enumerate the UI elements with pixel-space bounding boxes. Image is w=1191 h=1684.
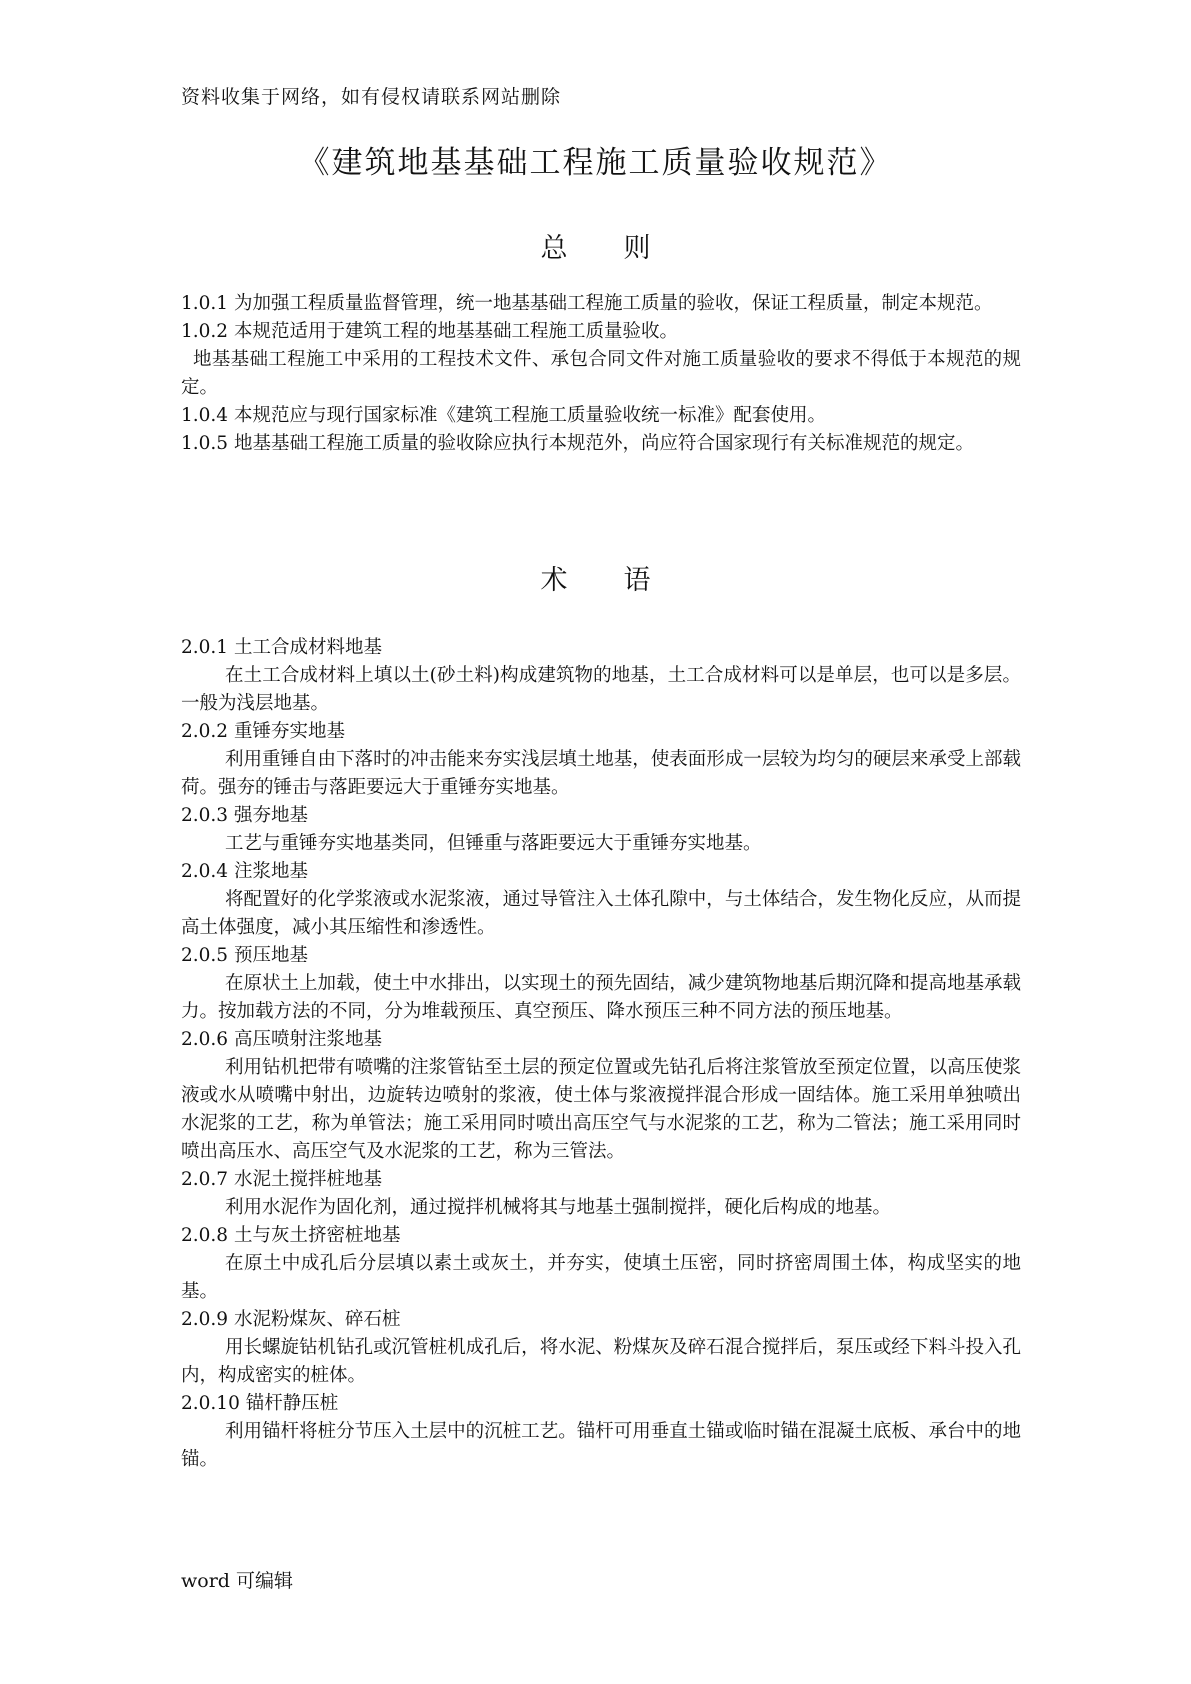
section-heading-general <box>0 226 1191 265</box>
term-definition: 用长螺旋钻机钻孔或沉管桩机成孔后，将水泥、粉煤灰及碎石混合搅拌后，泵压或经下料斗投入孔内，构成密实的桩体。 <box>181 1337 1021 1386</box>
clause-1-0-5: 1.0.5 地基基础工程施工质量的验收除应执行本规范外，尚应符合国家现行有关标准规范的规定。 <box>181 433 974 454</box>
term-definition: 将配置好的化学浆液或水泥浆液，通过导管注入土体孔隙中，与土体结合，发生物化反应，从而提高土体强度，减小其压缩性和渗透性。 <box>181 889 1021 938</box>
section-terms-body <box>181 634 1021 1474</box>
term-heading: 2.0.6 高压喷射注浆地基 <box>181 1029 382 1050</box>
clause-1-0-2: 1.0.2 本规范适用于建筑工程的地基基础工程施工质量验收。 <box>181 321 678 342</box>
clause-1-0-3: 地基基础工程施工中采用的工程技术文件、承包合同文件对施工质量验收的要求不得低于本规范的规定。 <box>181 349 1021 398</box>
heading-char-right: 语 <box>623 565 651 596</box>
heading-char-left: 术 <box>540 565 568 596</box>
header-note: 资料收集于网络，如有侵权请联系网站删除 <box>181 86 562 108</box>
clause-1-0-4: 1.0.4 本规范应与现行国家标准《建筑工程施工质量验收统一标准》配套使用。 <box>181 405 826 426</box>
term-heading: 2.0.7 水泥土搅拌桩地基 <box>181 1169 382 1190</box>
term-heading: 2.0.2 重锤夯实地基 <box>181 721 345 742</box>
term-definition: 在原状土上加载，使土中水排出，以实现土的预先固结，减少建筑物地基后期沉降和提高地基承载力。按加载方法的不同，分为堆载预压、真空预压、降水预压三种不同方法的预压地基。 <box>181 973 1021 1022</box>
term-definition: 利用水泥作为固化剂，通过搅拌机械将其与地基土强制搅拌，硬化后构成的地基。 <box>225 1197 892 1218</box>
term-heading: 2.0.3 强夯地基 <box>181 805 308 826</box>
document-title: 《建筑地基基础工程施工质量验收规范》 <box>298 145 893 181</box>
clause-1-0-1: 1.0.1 为加强工程质量监督管理，统一地基基础工程施工质量的验收，保证工程质量，制定本规范。 <box>181 293 993 314</box>
section-heading-terms <box>0 558 1191 597</box>
term-heading: 2.0.5 预压地基 <box>181 945 308 966</box>
section-general-body <box>181 290 1021 458</box>
term-definition: 利用锚杆将桩分节压入土层中的沉桩工艺。锚杆可用垂直土锚或临时锚在混凝土底板、承台中的地锚。 <box>181 1421 1021 1470</box>
term-heading: 2.0.8 土与灰土挤密桩地基 <box>181 1225 401 1246</box>
heading-char-right: 则 <box>623 233 651 264</box>
term-definition: 利用重锤自由下落时的冲击能来夯实浅层填土地基，使表面形成一层较为均匀的硬层来承受上部载荷。强夯的锤击与落距要远大于重锤夯实地基。 <box>181 749 1021 798</box>
term-definition: 在土工合成材料上填以土(砂土料)构成建筑物的地基，土工合成材料可以是单层，也可以是多层。一般为浅层地基。 <box>181 665 1021 714</box>
term-heading: 2.0.9 水泥粉煤灰、碎石桩 <box>181 1309 401 1330</box>
heading-char-left: 总 <box>540 233 568 264</box>
footer-note: word 可编辑 <box>181 1570 293 1592</box>
term-definition: 利用钻机把带有喷嘴的注浆管钻至土层的预定位置或先钻孔后将注浆管放至预定位置，以高压使浆液或水从喷嘴中射出，边旋转边喷射的浆液，使土体与浆液搅拌混合形成一固结体。施工采用单独喷出水泥浆的工艺，称为单管法；施工采用同时喷出高压空气与水泥浆的工艺，称为二管法；施工采用同时喷出高压水、高压空气及水泥浆的工艺，称为三管法。 <box>181 1057 1021 1162</box>
term-definition: 工艺与重锤夯实地基类同，但锤重与落距要远大于重锤夯实地基。 <box>225 833 762 854</box>
term-heading: 2.0.4 注浆地基 <box>181 861 308 882</box>
term-definition: 在原土中成孔后分层填以素土或灰土，并夯实，使填土压密，同时挤密周围土体，构成坚实的地基。 <box>181 1253 1021 1302</box>
term-heading: 2.0.1 土工合成材料地基 <box>181 637 382 658</box>
term-heading: 2.0.10 锚杆静压桩 <box>181 1393 339 1414</box>
